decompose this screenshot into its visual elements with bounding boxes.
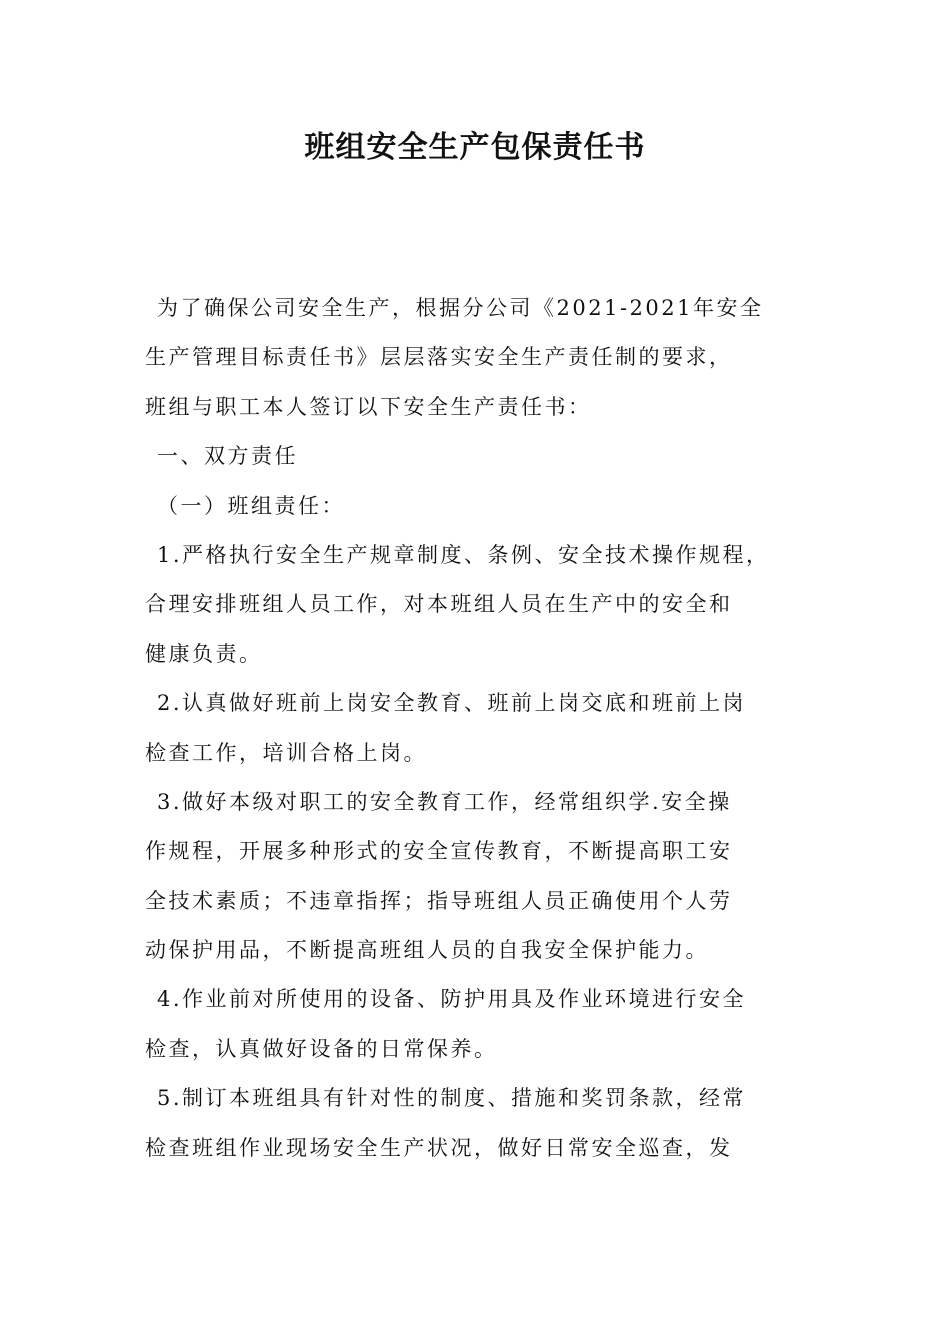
list-item-line: 合理安排班组人员工作，对本班组人员在生产中的安全和 — [145, 592, 733, 617]
list-item-line: 健康负责。 — [145, 641, 263, 666]
list-item-line: 检查工作，培训合格上岗。 — [145, 740, 427, 765]
section-heading: 一、双方责任 — [157, 444, 298, 469]
subsection-heading: （一）班组责任： — [157, 493, 345, 518]
document-body — [145, 284, 810, 1173]
list-item-line: 2.认真做好班前上岗安全教育、班前上岗交底和班前上岗 — [157, 691, 747, 716]
list-item-line: 1.严格执行安全生产规章制度、条例、安全技术操作规程， — [157, 542, 770, 567]
paragraph-line: 为了确保公司安全生产，根据分公司《2021-2021年安全 — [157, 296, 764, 320]
list-item-line: 检查，认真做好设备的日常保养。 — [145, 1036, 498, 1061]
paragraph-line: 生产管理目标责任书》层层落实安全生产责任制的要求， — [145, 345, 733, 370]
list-item-line: 全技术素质；不违章指挥；指导班组人员正确使用个人劳 — [145, 888, 733, 913]
paragraph-line: 班组与职工本人签订以下安全生产责任书： — [145, 394, 592, 419]
list-item-line: 检查班组作业现场安全生产状况，做好日常安全巡查，发 — [145, 1135, 733, 1160]
document-title: 班组安全生产包保责任书 — [304, 130, 646, 165]
list-item-line: 动保护用品，不断提高班组人员的自我安全保护能力。 — [145, 938, 709, 963]
list-item-line: 3.做好本级对职工的安全教育工作，经常组织学.安全操 — [157, 789, 732, 814]
list-item-line: 5.制订本班组具有针对性的制度、措施和奖罚条款，经常 — [157, 1086, 747, 1111]
list-item-line: 4.作业前对所使用的设备、防护用具及作业环境进行安全 — [157, 987, 747, 1012]
list-item-line: 作规程，开展多种形式的安全宣传教育，不断提高职工安 — [145, 839, 733, 864]
